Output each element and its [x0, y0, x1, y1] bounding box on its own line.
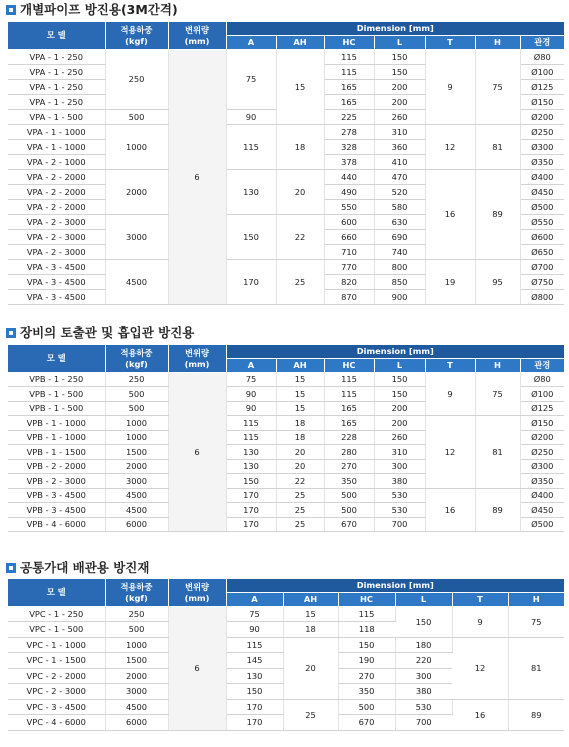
hc-cell: 115: [324, 49, 374, 64]
table-vpb: [8, 345, 564, 532]
pipe-cell: Ø700: [520, 259, 564, 274]
a-cell: 170: [226, 517, 276, 532]
header-ah: AH: [283, 592, 338, 606]
l-cell: 360: [374, 139, 425, 154]
bullet-icon: [6, 328, 16, 338]
pipe-cell: Ø750: [520, 274, 564, 289]
t-cell: 12: [425, 124, 475, 169]
header-disp: 변위량 (mm): [168, 345, 226, 372]
load-cell: 250: [105, 606, 168, 622]
hc-cell: 870: [324, 289, 374, 304]
a-cell: 170: [226, 699, 283, 715]
table-row-model: VPA - 2 - 3000: [8, 244, 105, 259]
header-pipe: 관경: [520, 35, 564, 49]
header-h: H: [475, 35, 520, 49]
t-cell: 19: [425, 259, 475, 304]
pipe-cell: Ø80: [520, 49, 564, 64]
hc-cell: 490: [324, 184, 374, 199]
l-cell: 740: [374, 244, 425, 259]
t-cell: 16: [452, 699, 508, 730]
ah-cell: 25: [276, 488, 324, 503]
pipe-cell: Ø600: [520, 229, 564, 244]
a-cell: 170: [226, 715, 283, 731]
ah-cell: 22: [276, 214, 324, 259]
load-cell: 6000: [105, 715, 168, 731]
hc-cell: 500: [324, 503, 374, 518]
l-cell: 200: [374, 416, 425, 431]
header-model: 모 델: [8, 345, 105, 372]
a-cell: 115: [226, 430, 276, 445]
header-ah: AH: [276, 358, 324, 372]
l-cell: 530: [374, 503, 425, 518]
hc-cell: 115: [338, 606, 395, 622]
pipe-cell: Ø800: [520, 289, 564, 304]
h-cell: 75: [508, 606, 564, 637]
a-cell: 75: [226, 606, 283, 622]
l-cell: 530: [374, 488, 425, 503]
hc-cell: 500: [324, 488, 374, 503]
table-row-model: VPC - 2 - 3000: [8, 684, 105, 700]
header-dimension: Dimension [mm]: [226, 579, 564, 592]
hc-cell: 270: [338, 668, 395, 684]
table-row-model: VPB - 1 - 1500: [8, 445, 105, 460]
table-row-model: VPA - 2 - 1000: [8, 154, 105, 169]
l-cell: 300: [395, 668, 452, 684]
table-row-model: VPC - 4 - 6000: [8, 715, 105, 731]
l-cell: 150: [374, 64, 425, 79]
t-cell: 9: [425, 49, 475, 124]
table-row-model: VPC - 1 - 500: [8, 622, 105, 638]
l-cell: 150: [374, 49, 425, 64]
load-cell: 1500: [105, 653, 168, 669]
table-vpc: [8, 579, 564, 731]
header-load: 적용하중 (kgf): [105, 579, 168, 606]
pipe-cell: Ø250: [520, 124, 564, 139]
load-cell: 4500: [105, 503, 168, 518]
l-cell: 690: [374, 229, 425, 244]
table-row-model: VPC - 3 - 4500: [8, 699, 105, 715]
l-cell: 700: [374, 517, 425, 532]
header-t: T: [452, 592, 508, 606]
table-row-model: VPB - 2 - 2000: [8, 459, 105, 474]
load-cell: 2000: [105, 169, 168, 214]
table-row-model: VPA - 1 - 250: [8, 64, 105, 79]
header-pipe: 관경: [520, 358, 564, 372]
t-cell: 12: [425, 416, 475, 489]
header-hc: HC: [324, 35, 374, 49]
load-cell: 1000: [105, 416, 168, 431]
l-cell: 310: [374, 445, 425, 460]
hc-cell: 225: [324, 109, 374, 124]
t-cell: 9: [452, 606, 508, 637]
hc-cell: 600: [324, 214, 374, 229]
hc-cell: 350: [324, 474, 374, 489]
disp-cell: 6: [168, 372, 226, 532]
hc-cell: 165: [324, 401, 374, 416]
pipe-cell: Ø100: [520, 387, 564, 402]
load-cell: 2000: [105, 459, 168, 474]
pipe-cell: Ø80: [520, 372, 564, 387]
a-cell: 130: [226, 169, 276, 214]
pipe-cell: Ø150: [520, 94, 564, 109]
header-ah: AH: [276, 35, 324, 49]
l-cell: 200: [374, 79, 425, 94]
l-cell: 150: [374, 372, 425, 387]
pipe-cell: Ø125: [520, 79, 564, 94]
ah-cell: 20: [276, 169, 324, 214]
hc-cell: 115: [324, 64, 374, 79]
table-row-model: VPA - 3 - 4500: [8, 274, 105, 289]
section-title-vpa: 개별파이프 방진용(3M간격): [6, 2, 178, 18]
h-cell: 95: [475, 259, 520, 304]
h-cell: 89: [475, 488, 520, 532]
ah-cell: 22: [276, 474, 324, 489]
table-row-model: VPA - 1 - 250: [8, 94, 105, 109]
load-cell: 1000: [105, 430, 168, 445]
table-row-model: VPB - 1 - 250: [8, 372, 105, 387]
pipe-cell: Ø550: [520, 214, 564, 229]
ah-cell: 15: [276, 387, 324, 402]
ah-cell: 18: [283, 622, 338, 638]
table-vpa: [8, 22, 564, 305]
header-hc: HC: [338, 592, 395, 606]
table-row-model: VPC - 1 - 1500: [8, 653, 105, 669]
ah-cell: 25: [283, 699, 338, 730]
a-cell: 115: [226, 637, 283, 653]
l-cell: 470: [374, 169, 425, 184]
l-cell: 200: [374, 94, 425, 109]
load-cell: 500: [105, 109, 168, 124]
a-cell: 115: [226, 124, 276, 169]
h-cell: 81: [475, 124, 520, 169]
load-cell: 6000: [105, 517, 168, 532]
table-row-model: VPA - 1 - 250: [8, 79, 105, 94]
ah-cell: 25: [276, 503, 324, 518]
load-cell: 4500: [105, 488, 168, 503]
pipe-cell: Ø200: [520, 109, 564, 124]
h-cell: 89: [475, 169, 520, 259]
header-model: 모 델: [8, 22, 105, 49]
pipe-cell: Ø450: [520, 503, 564, 518]
ah-cell: 20: [276, 459, 324, 474]
t-cell: 16: [425, 488, 475, 532]
l-cell: 380: [395, 684, 452, 700]
ah-cell: 15: [276, 372, 324, 387]
l-cell: 800: [374, 259, 425, 274]
bullet-icon: [6, 563, 16, 573]
table-row-model: VPA - 3 - 4500: [8, 289, 105, 304]
a-cell: 130: [226, 459, 276, 474]
hc-cell: 440: [324, 169, 374, 184]
a-cell: 90: [226, 622, 283, 638]
ah-cell: 15: [276, 401, 324, 416]
load-cell: 3000: [105, 474, 168, 489]
hc-cell: 115: [324, 387, 374, 402]
ah-cell: 18: [276, 124, 324, 169]
header-h: H: [508, 592, 564, 606]
ah-cell: 18: [276, 416, 324, 431]
pipe-cell: Ø650: [520, 244, 564, 259]
hc-cell: 820: [324, 274, 374, 289]
hc-cell: 165: [324, 79, 374, 94]
l-cell: 700: [395, 715, 452, 731]
a-cell: 75: [226, 49, 276, 109]
table-row-model: VPC - 2 - 2000: [8, 668, 105, 684]
pipe-cell: Ø400: [520, 488, 564, 503]
disp-cell: 6: [168, 49, 226, 304]
header-dimension: Dimension [mm]: [226, 345, 564, 358]
section-title-vpb: 장비의 토출관 및 흡입관 방진용: [6, 325, 194, 341]
table-row-model: VPA - 2 - 2000: [8, 184, 105, 199]
header-l: L: [374, 35, 425, 49]
a-cell: 75: [226, 372, 276, 387]
table-row-model: VPB - 1 - 1000: [8, 430, 105, 445]
a-cell: 90: [226, 109, 276, 124]
header-h: H: [475, 358, 520, 372]
hc-cell: 500: [338, 699, 395, 715]
l-cell: 300: [374, 459, 425, 474]
hc-cell: 670: [338, 715, 395, 731]
l-cell: 580: [374, 199, 425, 214]
hc-cell: 190: [338, 653, 395, 669]
pipe-cell: Ø450: [520, 184, 564, 199]
table-row-model: VPA - 2 - 2000: [8, 169, 105, 184]
header-a: A: [226, 35, 276, 49]
ah-cell: 25: [276, 517, 324, 532]
ah-cell: 20: [283, 637, 338, 699]
l-cell: 150: [374, 387, 425, 402]
l-cell: 150: [395, 606, 452, 637]
bullet-icon: [6, 5, 16, 15]
pipe-cell: Ø300: [520, 139, 564, 154]
a-cell: 130: [226, 668, 283, 684]
a-cell: 115: [226, 416, 276, 431]
load-cell: 1500: [105, 445, 168, 460]
hc-cell: 670: [324, 517, 374, 532]
h-cell: 75: [475, 372, 520, 416]
l-cell: 200: [374, 401, 425, 416]
a-cell: 150: [226, 684, 283, 700]
t-cell: 16: [425, 169, 475, 259]
t-cell: 9: [425, 372, 475, 416]
pipe-cell: Ø350: [520, 474, 564, 489]
pipe-cell: Ø400: [520, 169, 564, 184]
a-cell: 90: [226, 401, 276, 416]
table-row-model: VPB - 3 - 4500: [8, 488, 105, 503]
load-cell: 500: [105, 387, 168, 402]
h-cell: 81: [508, 637, 564, 699]
ah-cell: 25: [276, 259, 324, 304]
pipe-cell: Ø350: [520, 154, 564, 169]
table-row-model: VPC - 1 - 1000: [8, 637, 105, 653]
table-row-model: VPB - 2 - 3000: [8, 474, 105, 489]
hc-cell: 350: [338, 684, 395, 700]
load-cell: 500: [105, 622, 168, 638]
h-cell: 89: [508, 699, 564, 730]
table-row-model: VPB - 1 - 500: [8, 387, 105, 402]
header-hc: HC: [324, 358, 374, 372]
l-cell: 310: [374, 124, 425, 139]
l-cell: 180: [395, 637, 452, 653]
l-cell: 850: [374, 274, 425, 289]
t-cell: 12: [452, 637, 508, 699]
header-l: L: [395, 592, 452, 606]
ah-cell: 20: [276, 445, 324, 460]
hc-cell: 378: [324, 154, 374, 169]
header-dimension: Dimension [mm]: [226, 22, 564, 35]
h-cell: 81: [475, 416, 520, 489]
a-cell: 145: [226, 653, 283, 669]
ah-cell: 15: [276, 49, 324, 124]
header-model: 모 델: [8, 579, 105, 606]
pipe-cell: Ø125: [520, 401, 564, 416]
h-cell: 75: [475, 49, 520, 124]
header-t: T: [425, 358, 475, 372]
hc-cell: 770: [324, 259, 374, 274]
pipe-cell: Ø150: [520, 416, 564, 431]
hc-cell: 165: [324, 416, 374, 431]
pipe-cell: Ø500: [520, 199, 564, 214]
section-title-vpc: 공통가대 배관용 방진재: [6, 560, 149, 576]
l-cell: 900: [374, 289, 425, 304]
table-row-model: VPB - 4 - 6000: [8, 517, 105, 532]
hc-cell: 150: [338, 637, 395, 653]
header-load: 적용하중 (kgf): [105, 22, 168, 49]
table-row-model: VPA - 1 - 250: [8, 49, 105, 64]
load-cell: 3000: [105, 214, 168, 259]
load-cell: 250: [105, 49, 168, 109]
a-cell: 150: [226, 214, 276, 259]
table-row-model: VPA - 1 - 1000: [8, 139, 105, 154]
disp-cell: 6: [168, 606, 226, 730]
l-cell: 380: [374, 474, 425, 489]
l-cell: 220: [395, 653, 452, 669]
hc-cell: 115: [324, 372, 374, 387]
table-row-model: VPB - 1 - 1000: [8, 416, 105, 431]
pipe-cell: Ø500: [520, 517, 564, 532]
load-cell: 1000: [105, 124, 168, 169]
l-cell: 530: [395, 699, 452, 715]
table-row-model: VPA - 2 - 3000: [8, 214, 105, 229]
table-row-model: VPA - 2 - 3000: [8, 229, 105, 244]
pipe-cell: Ø300: [520, 459, 564, 474]
a-cell: 90: [226, 387, 276, 402]
load-cell: 2000: [105, 668, 168, 684]
table-row-model: VPA - 1 - 1000: [8, 124, 105, 139]
header-l: L: [374, 358, 425, 372]
load-cell: 3000: [105, 684, 168, 700]
hc-cell: 228: [324, 430, 374, 445]
table-row-model: VPC - 1 - 250: [8, 606, 105, 622]
pipe-cell: Ø100: [520, 64, 564, 79]
a-cell: 130: [226, 445, 276, 460]
ah-cell: 15: [283, 606, 338, 622]
a-cell: 170: [226, 488, 276, 503]
ah-cell: 18: [276, 430, 324, 445]
header-disp: 변위량 (mm): [168, 22, 226, 49]
pipe-cell: Ø250: [520, 445, 564, 460]
load-cell: 4500: [105, 699, 168, 715]
l-cell: 630: [374, 214, 425, 229]
l-cell: 520: [374, 184, 425, 199]
load-cell: 1000: [105, 637, 168, 653]
table-row-model: VPA - 2 - 2000: [8, 199, 105, 214]
table-row-model: VPA - 1 - 500: [8, 109, 105, 124]
l-cell: 260: [374, 109, 425, 124]
a-cell: 150: [226, 474, 276, 489]
hc-cell: 270: [324, 459, 374, 474]
table-row-model: VPA - 3 - 4500: [8, 259, 105, 274]
header-a: A: [226, 592, 283, 606]
hc-cell: 550: [324, 199, 374, 214]
header-disp: 변위량 (mm): [168, 579, 226, 606]
table-row-model: VPB - 1 - 500: [8, 401, 105, 416]
l-cell: 410: [374, 154, 425, 169]
a-cell: 170: [226, 259, 276, 304]
a-cell: 170: [226, 503, 276, 518]
pipe-cell: Ø200: [520, 430, 564, 445]
header-a: A: [226, 358, 276, 372]
hc-cell: 278: [324, 124, 374, 139]
header-t: T: [425, 35, 475, 49]
load-cell: 500: [105, 401, 168, 416]
table-row-model: VPB - 3 - 4500: [8, 503, 105, 518]
hc-cell: 118: [338, 622, 395, 638]
header-load: 적용하중 (kgf): [105, 345, 168, 372]
load-cell: 250: [105, 372, 168, 387]
hc-cell: 280: [324, 445, 374, 460]
load-cell: 4500: [105, 259, 168, 304]
hc-cell: 710: [324, 244, 374, 259]
hc-cell: 165: [324, 94, 374, 109]
hc-cell: 328: [324, 139, 374, 154]
hc-cell: 660: [324, 229, 374, 244]
l-cell: 260: [374, 430, 425, 445]
